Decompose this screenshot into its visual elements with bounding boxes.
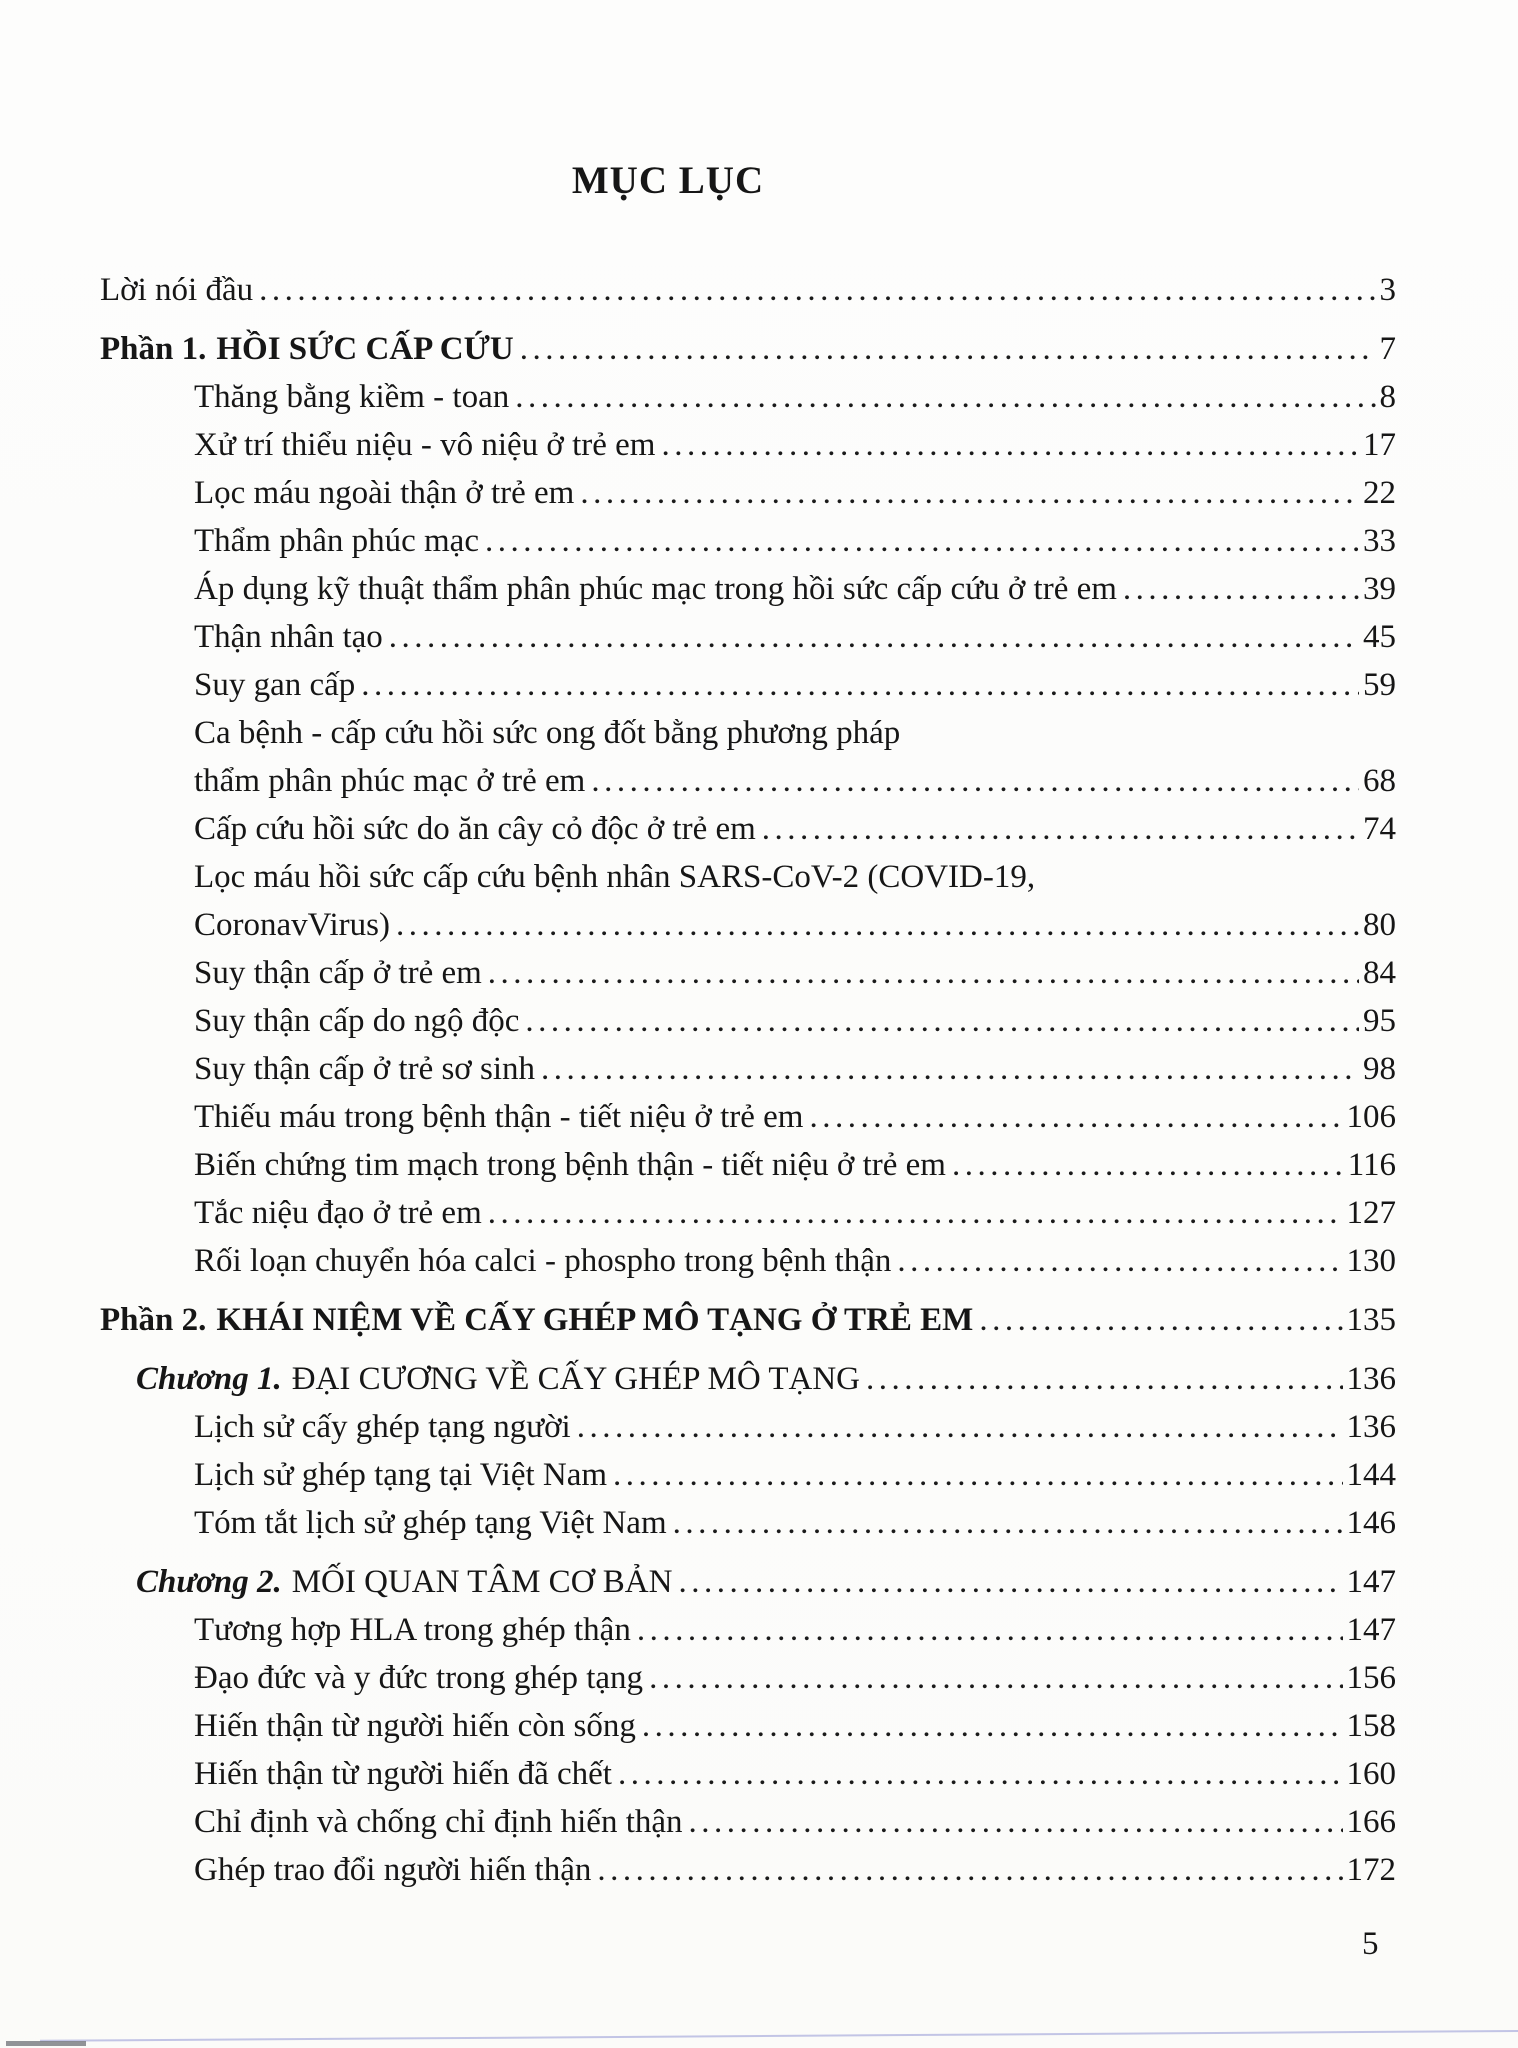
toc-entry-line bbox=[194, 1846, 1396, 1894]
dot-leader bbox=[637, 1606, 1343, 1654]
toc-entry-line bbox=[194, 1606, 1396, 1654]
dot-leader bbox=[673, 1499, 1343, 1547]
toc-entry-line bbox=[194, 565, 1396, 613]
toc-entry-line bbox=[194, 1750, 1396, 1798]
toc-entry-line bbox=[194, 517, 1396, 565]
page-title: MỤC LỤC bbox=[571, 159, 765, 202]
toc-entry-line bbox=[194, 1403, 1396, 1451]
toc-entry-page: 74 bbox=[1363, 811, 1396, 847]
toc-entry-label: Rối loạn chuyển hóa calci - phospho trong bệnh thận bbox=[194, 1243, 892, 1279]
dot-leader bbox=[515, 373, 1375, 421]
toc-entry-label: Lịch sử cấy ghép tạng người bbox=[194, 1409, 571, 1445]
toc-entry bbox=[100, 1846, 1396, 1894]
toc-entry-label: Chỉ định và chống chỉ định hiến thận bbox=[194, 1804, 683, 1840]
toc-entry bbox=[100, 1499, 1396, 1547]
toc-entry bbox=[100, 373, 1396, 421]
toc-entry-line bbox=[194, 1499, 1396, 1547]
toc-entry-line bbox=[100, 266, 1396, 314]
toc-entry-prefix: Phần 1. bbox=[100, 331, 207, 367]
dot-leader bbox=[541, 1045, 1359, 1093]
dot-leader bbox=[259, 266, 1375, 314]
toc-list bbox=[100, 266, 1396, 1894]
dot-leader bbox=[897, 1237, 1342, 1285]
toc-entry-label: Lọc máu hồi sức cấp cứu bệnh nhân SARS-CoV-2 (COVID-19, bbox=[194, 859, 1036, 895]
toc-entry-page: 80 bbox=[1363, 907, 1396, 943]
toc-entry-page: 39 bbox=[1363, 571, 1396, 607]
toc-entry-prefix: Phần 2. bbox=[100, 1302, 207, 1338]
toc-entry bbox=[100, 469, 1396, 517]
toc-entry bbox=[100, 1355, 1396, 1403]
toc-entry-line bbox=[136, 1355, 1396, 1403]
toc-entry-page: 116 bbox=[1347, 1147, 1396, 1183]
toc-entry-label: Suy thận cấp ở trẻ sơ sinh bbox=[194, 1051, 536, 1087]
toc-entry bbox=[100, 949, 1396, 997]
dot-leader bbox=[618, 1750, 1343, 1798]
dot-leader bbox=[613, 1451, 1342, 1499]
toc-entry-label: Tắc niệu đạo ở trẻ em bbox=[194, 1195, 482, 1231]
toc-entry-line bbox=[194, 1798, 1396, 1846]
dot-leader bbox=[1123, 565, 1359, 613]
toc-entry bbox=[100, 997, 1396, 1045]
toc-entry-prefix: Chương 2. bbox=[136, 1564, 282, 1600]
toc-entry-label-continued: thẩm phân phúc mạc ở trẻ em bbox=[194, 763, 586, 799]
dot-leader bbox=[396, 901, 1359, 949]
toc-entry-label: HỒI SỨC CẤP CỨU bbox=[216, 331, 514, 367]
toc-entry-page: 22 bbox=[1363, 475, 1396, 511]
toc-entry-line bbox=[194, 853, 1396, 901]
toc-entry-line bbox=[136, 1558, 1396, 1606]
toc-entry-page: 68 bbox=[1363, 763, 1396, 799]
scan-artifact-dash bbox=[6, 2041, 86, 2046]
dot-leader bbox=[361, 661, 1359, 709]
toc-entry bbox=[100, 1141, 1396, 1189]
toc-entry-label: Suy gan cấp bbox=[194, 667, 356, 703]
toc-entry-line bbox=[194, 1237, 1396, 1285]
dot-leader bbox=[525, 997, 1359, 1045]
toc-entry bbox=[100, 1296, 1396, 1344]
toc-entry-label: Tương hợp HLA trong ghép thận bbox=[194, 1612, 631, 1648]
toc-entry-line bbox=[194, 373, 1396, 421]
toc-entry-page: 98 bbox=[1363, 1051, 1396, 1087]
toc-entry-label-continued: CoronavVirus) bbox=[194, 907, 390, 943]
toc-entry-page: 135 bbox=[1346, 1302, 1396, 1338]
toc-entry bbox=[100, 1045, 1396, 1093]
toc-entry bbox=[100, 709, 1396, 805]
toc-entry bbox=[100, 1702, 1396, 1750]
toc-entry-line bbox=[194, 901, 1396, 949]
dot-leader bbox=[649, 1654, 1342, 1702]
toc-entry-line bbox=[194, 661, 1396, 709]
toc-entry-line bbox=[194, 949, 1396, 997]
dot-leader bbox=[520, 325, 1376, 373]
toc-entry-label: Lịch sử ghép tạng tại Việt Nam bbox=[194, 1457, 608, 1493]
toc-entry bbox=[100, 1403, 1396, 1451]
toc-entry-line bbox=[194, 421, 1396, 469]
toc-entry-page: 147 bbox=[1346, 1612, 1396, 1648]
toc-entry-line bbox=[194, 469, 1396, 517]
toc-entry-page: 147 bbox=[1346, 1564, 1396, 1600]
toc-entry bbox=[100, 1798, 1396, 1846]
dot-leader bbox=[952, 1141, 1344, 1189]
toc-entry bbox=[100, 266, 1396, 314]
dot-leader bbox=[488, 1189, 1343, 1237]
toc-entry-page: 156 bbox=[1346, 1660, 1396, 1696]
toc-entry bbox=[100, 517, 1396, 565]
toc-entry-label: Thiếu máu trong bệnh thận - tiết niệu ở trẻ em bbox=[194, 1099, 804, 1135]
toc-entry-page: 33 bbox=[1363, 523, 1396, 559]
toc-entry-line bbox=[194, 1141, 1396, 1189]
toc-entry bbox=[100, 613, 1396, 661]
toc-entry bbox=[100, 1451, 1396, 1499]
toc-entry bbox=[100, 661, 1396, 709]
toc-entry-page: 95 bbox=[1363, 1003, 1396, 1039]
toc-entry-line bbox=[100, 1296, 1396, 1344]
toc-entry bbox=[100, 565, 1396, 613]
dot-leader bbox=[979, 1296, 1342, 1344]
toc-entry bbox=[100, 1189, 1396, 1237]
toc-entry-line bbox=[194, 1654, 1396, 1702]
toc-entry bbox=[100, 421, 1396, 469]
dot-leader bbox=[389, 613, 1359, 661]
toc-entry-line bbox=[194, 1702, 1396, 1750]
toc-entry-line bbox=[100, 325, 1396, 373]
toc-entry-label: Suy thận cấp do ngộ độc bbox=[194, 1003, 520, 1039]
dot-leader bbox=[661, 421, 1359, 469]
toc-entry-label: Ghép trao đổi người hiến thận bbox=[194, 1852, 592, 1888]
toc-entry-page: 172 bbox=[1346, 1852, 1396, 1888]
toc-entry-page: 8 bbox=[1379, 379, 1396, 415]
toc-entry-prefix: Chương 1. bbox=[136, 1361, 282, 1397]
scan-artifact-line bbox=[40, 2030, 1518, 2042]
dot-leader bbox=[762, 805, 1359, 853]
toc-entry-label: Suy thận cấp ở trẻ em bbox=[194, 955, 482, 991]
toc-entry-label: Cấp cứu hồi sức do ăn cây cỏ độc ở trẻ em bbox=[194, 811, 756, 847]
toc-entry-label: Lọc máu ngoài thận ở trẻ em bbox=[194, 475, 575, 511]
dot-leader bbox=[809, 1093, 1342, 1141]
toc-entry-page: 166 bbox=[1346, 1804, 1396, 1840]
dot-leader bbox=[597, 1846, 1342, 1894]
toc-entry bbox=[100, 853, 1396, 949]
toc-entry bbox=[100, 1606, 1396, 1654]
toc-entry bbox=[100, 1750, 1396, 1798]
toc-entry-page: 146 bbox=[1346, 1505, 1396, 1541]
toc-entry-label: MỐI QUAN TÂM CƠ BẢN bbox=[291, 1564, 673, 1600]
toc-entry-page: 160 bbox=[1346, 1756, 1396, 1792]
page-number: 5 bbox=[1362, 1926, 1379, 1962]
dot-leader bbox=[642, 1702, 1343, 1750]
toc-entry-label: Hiến thận từ người hiến đã chết bbox=[194, 1756, 612, 1792]
toc-entry bbox=[100, 805, 1396, 853]
toc-entry-line bbox=[194, 805, 1396, 853]
dot-leader bbox=[577, 1403, 1343, 1451]
toc-entry-line bbox=[194, 1189, 1396, 1237]
toc-entry-label: Tóm tắt lịch sử ghép tạng Việt Nam bbox=[194, 1505, 667, 1541]
toc-entry-page: 84 bbox=[1363, 955, 1396, 991]
toc-entry-label: Đạo đức và y đức trong ghép tạng bbox=[194, 1660, 644, 1696]
toc-entry bbox=[100, 1654, 1396, 1702]
toc-entry-page: 45 bbox=[1363, 619, 1396, 655]
toc-entry-line bbox=[194, 1045, 1396, 1093]
toc-entry-label: Thận nhân tạo bbox=[194, 619, 383, 655]
toc-entry-label: KHÁI NIỆM VỀ CẤY GHÉP MÔ TẠNG Ở TRẺ EM bbox=[216, 1302, 974, 1338]
toc-entry-page: 130 bbox=[1346, 1243, 1396, 1279]
toc-entry-page: 59 bbox=[1363, 667, 1396, 703]
toc-entry-page: 144 bbox=[1346, 1457, 1396, 1493]
toc-entry-page: 158 bbox=[1346, 1708, 1396, 1744]
toc-entry-line bbox=[194, 997, 1396, 1045]
toc-entry-line bbox=[194, 613, 1396, 661]
toc-entry-label: Thăng bằng kiềm - toan bbox=[194, 379, 510, 415]
toc-entry bbox=[100, 1558, 1396, 1606]
toc-entry-line bbox=[194, 757, 1396, 805]
toc-entry-line bbox=[194, 709, 1396, 757]
toc-entry-page: 127 bbox=[1346, 1195, 1396, 1231]
toc-entry-label: Thẩm phân phúc mạc bbox=[194, 523, 479, 559]
toc-entry-page: 7 bbox=[1379, 331, 1396, 367]
toc-entry-label: Biến chứng tim mạch trong bệnh thận - tiết niệu ở trẻ em bbox=[194, 1147, 946, 1183]
toc-entry-label: Ca bệnh - cấp cứu hồi sức ong đốt bằng phương pháp bbox=[194, 715, 901, 751]
dot-leader bbox=[678, 1558, 1342, 1606]
dot-leader bbox=[488, 949, 1359, 997]
toc-entry-page: 136 bbox=[1346, 1409, 1396, 1445]
toc-entry-line bbox=[194, 1093, 1396, 1141]
toc-entry bbox=[100, 325, 1396, 373]
toc-entry-label: Xử trí thiểu niệu - vô niệu ở trẻ em bbox=[194, 427, 656, 463]
toc-entry bbox=[100, 1093, 1396, 1141]
dot-leader bbox=[866, 1355, 1343, 1403]
toc-entry-page: 3 bbox=[1379, 272, 1396, 308]
toc-entry-label: Áp dụng kỹ thuật thẩm phân phúc mạc trong hồi sức cấp cứu ở trẻ em bbox=[194, 571, 1117, 607]
toc-entry-line bbox=[194, 1451, 1396, 1499]
toc-entry bbox=[100, 1237, 1396, 1285]
toc-entry-page: 106 bbox=[1346, 1099, 1396, 1135]
dot-leader bbox=[689, 1798, 1343, 1846]
toc-entry-label: Lời nói đầu bbox=[100, 272, 254, 308]
dot-leader bbox=[580, 469, 1359, 517]
toc-entry-page: 136 bbox=[1346, 1361, 1396, 1397]
toc-entry-label: ĐẠI CƯƠNG VỀ CẤY GHÉP MÔ TẠNG bbox=[291, 1361, 860, 1397]
dot-leader bbox=[591, 757, 1359, 805]
toc-entry-label: Hiến thận từ người hiến còn sống bbox=[194, 1708, 636, 1744]
toc-entry-page: 17 bbox=[1363, 427, 1396, 463]
dot-leader bbox=[485, 517, 1359, 565]
